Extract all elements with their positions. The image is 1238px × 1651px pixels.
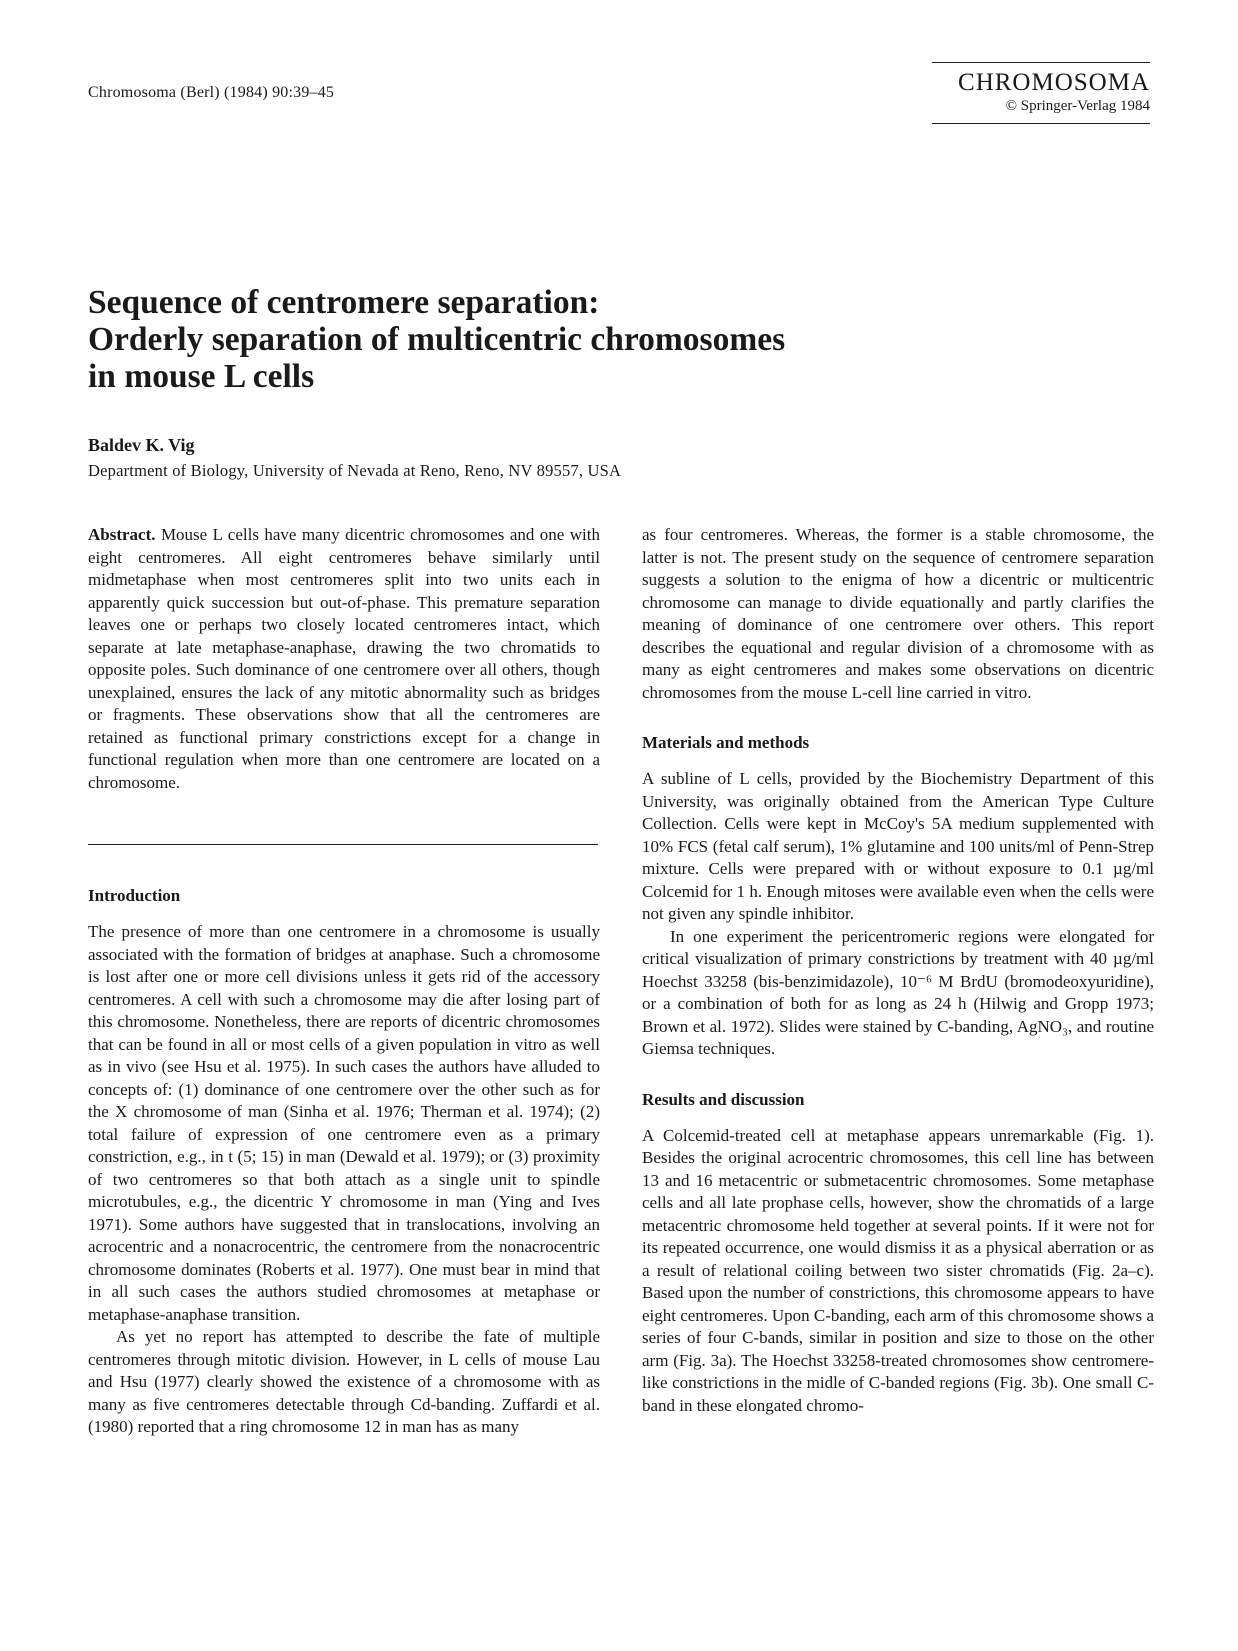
introduction-continuation: as four centromeres. Whereas, the former is a stable chromosome, the latter is not. The present study on the sequence of centromere separation suggests a solution to the enigma of how a dicentric or multicentric chromosome can manage to divide equationally and partly clarifies the meaning of dominance of one centromere over others. This report describes the equational and regular division of a chromosome with as many as eight centromeres and makes some observations on dicentric chromosomes from the mouse L-cell line carried in vitro. <box>642 525 1154 702</box>
introduction-heading: Introduction <box>88 886 181 905</box>
author-affiliation: Department of Biology, University of Nevada at Reno, Reno, NV 89557, USA <box>88 461 622 480</box>
abstract-divider <box>88 844 598 845</box>
copyright-notice: © Springer-Verlag 1984 <box>1005 98 1150 114</box>
introduction-paragraph-1: The presence of more than one centromere in a chromosome is usually associated with the formation of bridges at anaphase. Such a chromosome is lost after one or more cell divisions unless it gets rid of the accessory centromeres. A cell with such a chromosome may die after losing part of this chromosome. Nonetheless, there are reports of dicentric chromosomes that can be found in all or most cells of a given population in vitro as well as in vivo (see Hsu et al. 1975). In such cases the authors have alluded to concepts of: (1) dominance of one centromere over the other such as for the X chromosome of man (Sinha et al. 1976; Therman et al. 1974); (2) total failure of expression of one centromere even as a primary constriction, e.g., in t (5; 15) in man (Dewald et al. 1979); or (3) proximity of two centromeres so that both attach as a single unit to spindle microtubules, e.g., the dicentric Y chromosome in man (Ying and Ives 1971). Some authors have suggested that in translocations, involving an acrocentric and a nonacrocentric, the centromere from the nonacrocentric chromosome dominates (Roberts et al. 1977). One must bear in mind that in all such cases the authors studied chromosomes at metaphase or metaphase-anaphase transition. <box>88 922 600 1324</box>
methods-paragraph-2: In one experiment the pericentromeric regions were elongated for critical visualization of primary constrictions by treatment with 40 µg/ml Hoechst 33258 (bis-benzimidazole), 10⁻⁶ M BrdU (bromodeoxyuridine), or a combination of both for as long as 24 h (Hilwig and Gropp 1973; Brown et al. 1972). Slides were stained by C-banding, AgNO₃, and routine Giemsa techniques. <box>642 926 1154 1058</box>
methods-heading: Materials and methods <box>642 733 810 752</box>
masthead-top-rule <box>932 62 1150 63</box>
title-line-1: Sequence of centromere separation: <box>88 284 600 321</box>
journal-masthead <box>932 62 1150 124</box>
title-line-3: in mouse L cells <box>88 358 315 395</box>
section-spacer <box>642 1061 1154 1089</box>
introduction-paragraph-2: As yet no report has attempted to describe the fate of multiple centromeres through mitotic division. However, in L cells of mouse Lau and Hsu (1977) clearly showed the existence of a chromosome with as many as five centromeres detectable through Cd-banding. Zuffardi et al. (1980) reported that a ring chromosome 12 in man has as many <box>88 1327 600 1436</box>
journal-name: CHROMOSOMA <box>958 69 1150 96</box>
article-title <box>88 284 988 395</box>
results-heading: Results and discussion <box>642 1089 805 1109</box>
abstract-text: Mouse L cells have many dicentric chromosomes and one with eight centromeres. All eight centromeres behave similarly until midmetaphase when most centromeres split into two units each in apparently quick succession but out-of-phase. This premature separation leaves one or perhaps two closely located centromeres intact, which separate at late metaphase-anaphase, drawing the two chromatids to opposite poles. Such dominance of one centromere over all others, though unexplained, ensures the lack of any mitotic abnormality such as bridges or fragments. These observations show that all the centromeres are retained as functional primary constrictions except for a change in functional regulation when more than one centromere are located on a chromosome. <box>88 525 600 792</box>
left-column <box>88 524 600 1439</box>
methods-paragraph-1: A subline of L cells, provided by the Biochemistry Department of this University, was originally obtained from the American Type Culture Collection. Cells were kept in McCoy's 5A medium supplemented with 10% FCS (fetal calf serum), 1% glutamine and 100 units/ml of Penn-Strep mixture. Cells were prepared with or without exposure to 0.1 µg/ml Colcemid for 1 h. Enough mitoses were available even when the cells were not given any spindle inhibitor. <box>642 769 1154 923</box>
author-name: Baldev K. Vig <box>88 435 195 455</box>
abstract <box>88 524 600 794</box>
title-line-2: Orderly separation of multicentric chromosomes <box>88 321 786 358</box>
right-column <box>642 524 1154 1417</box>
abstract-label: Abstract. <box>88 525 156 544</box>
masthead-bottom-rule <box>932 123 1150 124</box>
results-paragraph-1: A Colcemid-treated cell at metaphase appears unremarkable (Fig. 1). Besides the original acrocentric chromosomes, this cell line has between 13 and 16 metacentric or submetacentric chromosomes. Some metaphase cells and all late prophase cells, however, show the chromatids of a large metacentric chromosome held together at several points. If it were not for its repeated occurrence, one would dismiss it as a physical aberration or as a result of relational coiling between two sister chromatids (Fig. 2a–c). Based upon the number of constrictions, this chromosome appears to have eight centromeres. Upon C-banding, each arm of this chromosome shows a series of four C-bands, similar in position and size to those on the other arm (Fig. 3a). The Hoechst 33258-treated chromosomes show centromere-like constrictions in the midle of C-banded regions (Fig. 3b). One small C-band in these elongated chromo- <box>642 1125 1154 1415</box>
citation-line: Chromosoma (Berl) (1984) 90:39–45 <box>88 84 335 101</box>
section-spacer <box>642 704 1154 732</box>
